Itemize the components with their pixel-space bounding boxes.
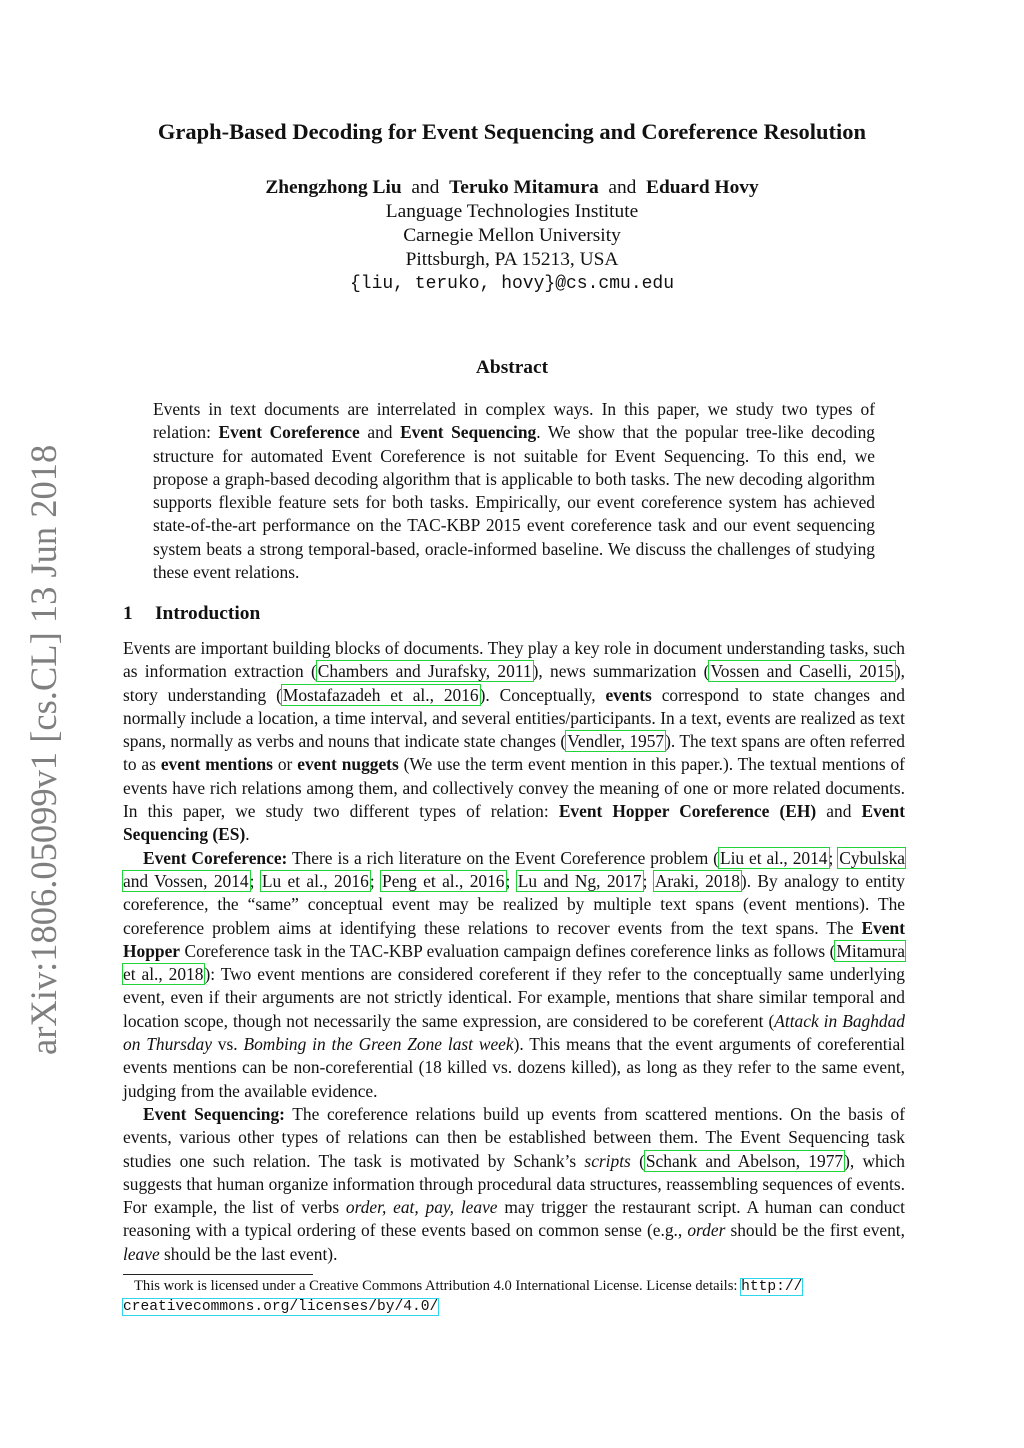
body-text	[123, 637, 905, 1266]
footnote-divider	[123, 1274, 313, 1275]
citation-link[interactable]: Mostafazadeh et al., 2016	[282, 684, 479, 705]
author-separator: and	[411, 177, 440, 198]
section-title: Introduction	[155, 603, 261, 624]
abstract-segment: Events in text documents are interrelated in complex ways. In this paper, we study two types of relation:	[153, 399, 875, 443]
author-name: Eduard Hovy	[646, 177, 759, 198]
paragraph: Event Coreference: There is a rich literature on the Event Coreference problem (Liu et al., 2014; Cybulska and Vossen, 2014; Lu et al., 2016; Peng et al., 2016; Lu and Ng, 2017; Araki, 2018). By analogy to entity coreference, the “same” conceptual event may be realized by multiple text spans (event mentions). The coreference problem aims at identifying these relations to recover events from the text spans. The Event Hopper Coreference task in the TAC-KBP evaluation campaign defines coreference links as follows (Mitamura et al., 2018): Two event mentions are considered coreferent if they refer to the conceptually same underlying event, even if their arguments are not strictly identical. For example, mentions that share similar temporal and location scope, though not necessarily the same expression, are considered to be coreferent (Attack in Baghdad on Thursday vs. Bombing in the Green Zone last week). This means that the event arguments of coreferential events mentions can be non-coreferential (18 killed vs. dozens killed), as long as they refer to the same event, judging from the available evidence.	[123, 847, 906, 1101]
section-heading	[123, 601, 523, 627]
author-separator: and	[608, 177, 637, 198]
abstract-term: Event Coreference	[218, 422, 360, 443]
citation-link[interactable]: Schank and Abelson, 1977	[645, 1150, 844, 1171]
author-names-line	[110, 176, 914, 200]
citation-link[interactable]: Lu and Ng, 2017	[517, 870, 642, 891]
citation-link[interactable]: Chambers and Jurafsky, 2011	[317, 661, 532, 682]
license-url-link[interactable]: creativecommons.org/licenses/by/4.0/	[123, 1299, 439, 1315]
paragraph: Event Sequencing: The coreference relations build up events from scattered mentions. On the basis of events, various other types of relations can then be established between them. The Event Sequencing task studies one such relation. The task is motivated by Schank’s scripts (Schank and Abelson, 1977), which suggests that human organize information through procedural data structures, reassembling sequences of events. For example, the list of verbs order, eat, pay, leave may trigger the restaurant script. A human can conduct reasoning with a typical ordering of these events based on common sense (e.g., order should be the first event, leave should be the last event).	[123, 1103, 905, 1264]
footnote: This work is licensed under a Creative Commons Attribution 4.0 International License. License details: http:// creativecommons.org/licenses/by/4.0/	[123, 1278, 803, 1315]
abstract-term: Event Sequencing	[400, 422, 537, 443]
citation-link[interactable]: Vossen and Caselli, 2015	[710, 661, 894, 682]
abstract-segment: . We show that the popular tree-like decoding structure for automated Event Coreference is not suitable for Event Sequencing. To this end, we propose a graph-based decoding algorithm that is applicable to both tasks. The new decoding algorithm supports flexible feature sets for both tasks. Empirically, our event coreference system has achieved state-of-the-art performance on the TAC-KBP 2015 event coreference task and our event sequencing system beats a strong temporal-based, oracle-informed baseline. We discuss the challenges of studying these event relations.	[153, 422, 875, 583]
citation-link[interactable]: Vendler, 1957	[567, 731, 665, 752]
citation-link[interactable]: Cybulska and Vossen, 2014	[123, 847, 905, 891]
abstract-heading: Abstract	[475, 357, 549, 378]
author-email[interactable]: {liu, teruko, hovy}@cs.cmu.edu	[349, 274, 675, 294]
arxiv-identifier[interactable]: arXiv:1806.05099v1 [cs.CL] 13 Jun 2018	[23, 444, 64, 1055]
citation-link[interactable]: Mitamura et al., 2018	[123, 940, 905, 985]
affiliation-line: Language Technologies Institute	[385, 201, 639, 222]
paragraph-lead: Event Sequencing:	[143, 1103, 285, 1124]
affiliation-line: Carnegie Mellon University	[403, 225, 621, 246]
citation-link[interactable]: Lu et al., 2016	[261, 870, 369, 891]
affiliation-line: Pittsburgh, PA 15213, USA	[405, 249, 619, 270]
section-number: 1	[123, 603, 133, 624]
author-name: Teruko Mitamura	[449, 177, 599, 198]
abstract-text	[153, 398, 875, 584]
paragraph-lead: Event Coreference:	[143, 847, 288, 868]
citation-link[interactable]: Peng et al., 2016	[382, 870, 505, 891]
paper-title: Graph-Based Decoding for Event Sequencing and Coreference Resolution	[157, 119, 867, 144]
abstract-segment: and	[359, 422, 401, 443]
citation-link[interactable]: Araki, 2018	[654, 870, 740, 891]
paragraph: Events are important building blocks of documents. They play a key role in document understanding tasks, such as information extraction (Chambers and Jurafsky, 2011), news summarization (Vossen and Caselli, 2015), story understanding (Mostafazadeh et al., 2016). Conceptually, events correspond to state changes and normally include a location, a time interval, and several entities/participants. In a text, events are realized as text spans, normally as verbs and nouns that indicate state changes (Vendler, 1957). The text spans are often referred to as event mentions or event nuggets (We use the term event mention in this paper.). The textual mentions of events have rich relations among them, and collectively convey the meaning of one or more related documents. In this paper, we study two different types of relation: Event Hopper Coreference (EH) and Event Sequencing (ES).	[123, 638, 906, 845]
author-block	[110, 176, 914, 296]
citation-link[interactable]: Liu et al., 2014	[719, 847, 828, 868]
license-url-link[interactable]: http://	[741, 1279, 803, 1295]
author-name: Zhengzhong Liu	[265, 177, 402, 198]
